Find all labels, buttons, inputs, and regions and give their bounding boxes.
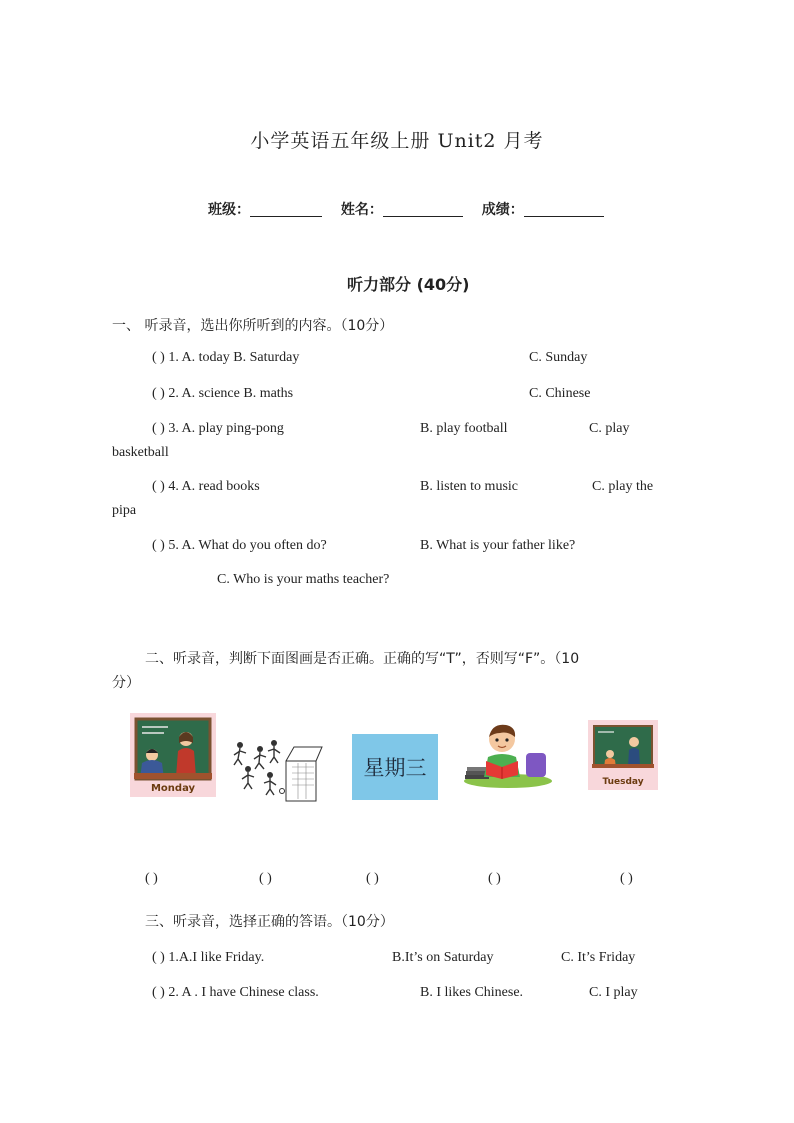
name-label: 姓名： xyxy=(340,202,383,218)
part3-q1-b: B.It’s on Saturday xyxy=(392,950,494,965)
part1-q4-b: B. listen to music xyxy=(420,479,518,494)
part1-q1: ( ) 1. A. today B. Saturday xyxy=(152,350,300,365)
part3-q1-c: C. It’s Friday xyxy=(561,950,636,965)
part3-q2-c: C. I play xyxy=(589,985,638,1000)
part1-q2: ( ) 2. A. science B. maths xyxy=(152,386,294,401)
part1-q4-wrap: pipa xyxy=(112,503,137,518)
part1-heading: 一、 听录音，选出你所听到的内容。（10分） xyxy=(112,318,394,334)
answer-blank-5[interactable]: ( ) xyxy=(620,871,633,886)
wednesday-label: 星期三 xyxy=(363,756,427,780)
class-blank[interactable] xyxy=(250,202,322,217)
part1-q2-c: C. Chinese xyxy=(529,386,591,401)
classroom-monday-picture xyxy=(130,713,216,797)
score-blank[interactable] xyxy=(524,202,604,217)
part1-q3-b: B. play football xyxy=(420,421,508,436)
part3-q1: ( ) 1.A.I like Friday. xyxy=(152,950,265,965)
part1-q5: ( ) 5. A. What do you often do? xyxy=(152,538,327,553)
class-label: 班级： xyxy=(208,202,250,218)
answer-blank-3[interactable]: ( ) xyxy=(366,871,379,886)
part1-q3: ( ) 3. A. play ping-pong xyxy=(152,421,284,436)
football-sketch-picture xyxy=(226,733,324,803)
student-info-line xyxy=(208,199,618,219)
score-label: 成绩： xyxy=(481,202,524,218)
wednesday-card-picture xyxy=(352,734,438,800)
part1-q3-wrap: basketball xyxy=(112,445,169,460)
answer-blank-2[interactable]: ( ) xyxy=(259,871,272,886)
page-title: 小学英语五年级上册 Unit2 月考 xyxy=(250,130,544,152)
answer-blank-1[interactable]: ( ) xyxy=(145,871,158,886)
part3-q2: ( ) 2. A . I have Chinese class. xyxy=(152,985,319,1000)
tuesday-label: Tuesday xyxy=(602,777,644,787)
listening-heading: 听力部分 (40分) xyxy=(347,275,470,294)
part3-q2-b: B. I likes Chinese. xyxy=(420,985,524,1000)
boy-reading-picture xyxy=(462,719,554,789)
part1-q4: ( ) 4. A. read books xyxy=(152,479,260,494)
part1-q4-c: C. play the xyxy=(592,479,654,494)
part1-q1-c: C. Sunday xyxy=(529,350,588,365)
classroom-tuesday-picture xyxy=(588,720,658,790)
part1-q3-c: C. play xyxy=(589,421,630,436)
monday-label: Monday xyxy=(150,783,196,794)
part2-heading-line1: 二、听录音，判断下面图画是否正确。正确的写“T”，否则写“F”。（10 xyxy=(145,651,580,667)
answer-blank-4[interactable]: ( ) xyxy=(488,871,501,886)
part1-q5-c: C. Who is your maths teacher? xyxy=(217,572,390,587)
part2-heading-line2: 分） xyxy=(112,675,140,691)
name-blank[interactable] xyxy=(383,202,463,217)
part1-q5-b: B. What is your father like? xyxy=(420,538,576,553)
part3-heading: 三、听录音，选择正确的答语。（10分） xyxy=(145,914,394,930)
